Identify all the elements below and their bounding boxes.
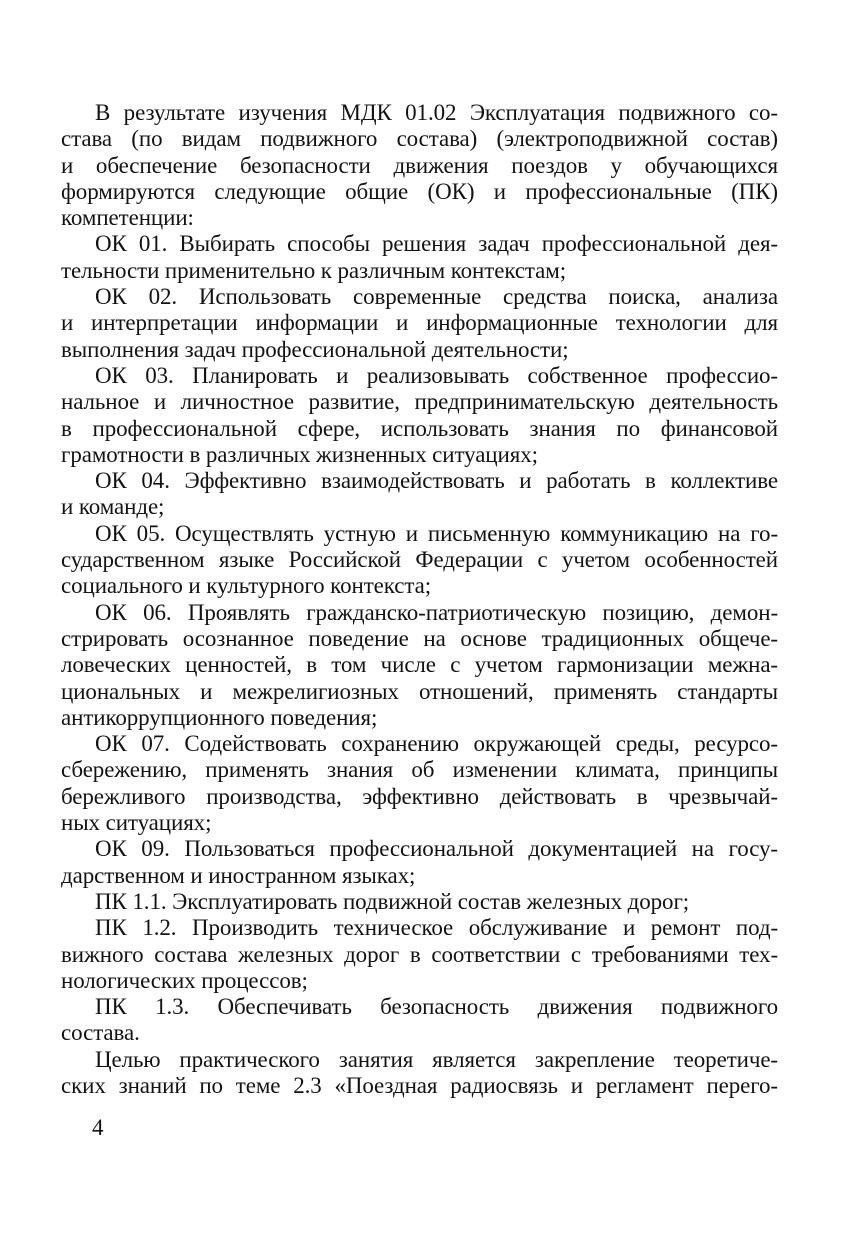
text-line: ОК 06. Проявлять гражданско-патриотическую позицию, демон- (95, 599, 778, 625)
paragraph (61, 1047, 778, 1100)
text-line: ОК 02. Использовать современные средства поиска, анализа (95, 284, 778, 310)
paragraph (61, 836, 778, 889)
text-line: нальное и личностное развитие, предпринимательскую деятельность (61, 389, 778, 415)
paragraph (61, 284, 778, 363)
text-line: социального и культурного контекста; (61, 573, 431, 599)
text-line: бережливого производства, эффективно действовать в чрезвычай- (61, 783, 778, 809)
text-line: ных ситуациях; (61, 810, 212, 836)
text-line: и команде; (61, 494, 165, 520)
text-line: ОК 03. Планировать и реализовывать собственное профессио- (95, 362, 778, 388)
text-line: ОК 07. Содействовать сохранению окружающей среды, ресурсо- (95, 731, 778, 757)
text-line: ОК 05. Осуществлять устную и письменную коммуникацию на го- (95, 520, 778, 546)
text-line: тельности применительно к различным контекстам; (61, 257, 567, 283)
paragraph (61, 915, 778, 994)
text-line: нологических процессов; (61, 967, 308, 993)
text-line: ОК 04. Эффективно взаимодействовать и работать в коллективе (95, 468, 778, 494)
text-line: Целью практического занятия является закрепление теоретиче- (95, 1046, 778, 1072)
text-line: ОК 01. Выбирать способы решения задач профессиональной дея- (95, 231, 778, 257)
text-line: ПК 1.1. Эксплуатировать подвижной состав железных дорог; (95, 888, 690, 914)
page-number: 4 (92, 1115, 104, 1140)
paragraph (61, 889, 778, 915)
text-line: формируются следующие общие (ОК) и профессиональные (ПК) (61, 178, 778, 204)
text-line: сбережению, применять знания об изменении климата, принципы (61, 757, 778, 783)
text-line: и обеспечение безопасности движения поездов у обучающихся (61, 152, 778, 178)
paragraph (61, 468, 778, 521)
text-line: компетенции: (61, 205, 194, 231)
paragraph (61, 100, 778, 231)
text-line: става (по видам подвижного состава) (электроподвижной состав) (61, 126, 778, 152)
text-line: состава. (61, 1020, 140, 1046)
text-line: стрировать осознанное поведение на основе традиционных общече- (61, 625, 778, 651)
paragraph (61, 600, 778, 731)
text-line: дарственном и иностранном языках; (61, 862, 416, 888)
text-line: ловеческих ценностей, в том числе с учетом гармонизации межна- (61, 652, 778, 678)
paragraph (61, 231, 778, 284)
text-line: В результате изучения МДК 01.02 Эксплуатация подвижного со- (95, 100, 778, 125)
text-line: ПК 1.2. Производить техническое обслуживание и ремонт под- (95, 915, 778, 941)
text-line: в профессиональной сфере, использовать знания по финансовой (61, 415, 778, 441)
paragraph (61, 521, 778, 600)
text-line: ских знаний по теме 2.3 «Поездная радиосвязь и регламент перего- (61, 1072, 778, 1098)
text-line: сударственном языке Российской Федерации с учетом особенностей (61, 547, 778, 573)
text-line: ПК 1.3. Обеспечивать безопасность движения подвижного (95, 994, 778, 1020)
text-line: выполнения задач профессиональной деятельности; (61, 336, 569, 362)
paragraph (61, 994, 778, 1047)
paragraph (61, 363, 778, 468)
text-line: антикоррупционного поведения; (61, 704, 378, 730)
text-line: и интерпретации информации и информационные технологии для (61, 310, 778, 336)
paragraph (61, 731, 778, 836)
text-line: вижного состава железных дорог в соответствии с требованиями тех- (61, 941, 778, 967)
text-line: ОК 09. Пользоваться профессиональной документацией на госу- (95, 836, 778, 862)
text-line: грамотности в различных жизненных ситуациях; (61, 441, 538, 467)
document-body (61, 100, 778, 1099)
text-line: циональных и межрелигиозных отношений, применять стандарты (61, 678, 778, 704)
